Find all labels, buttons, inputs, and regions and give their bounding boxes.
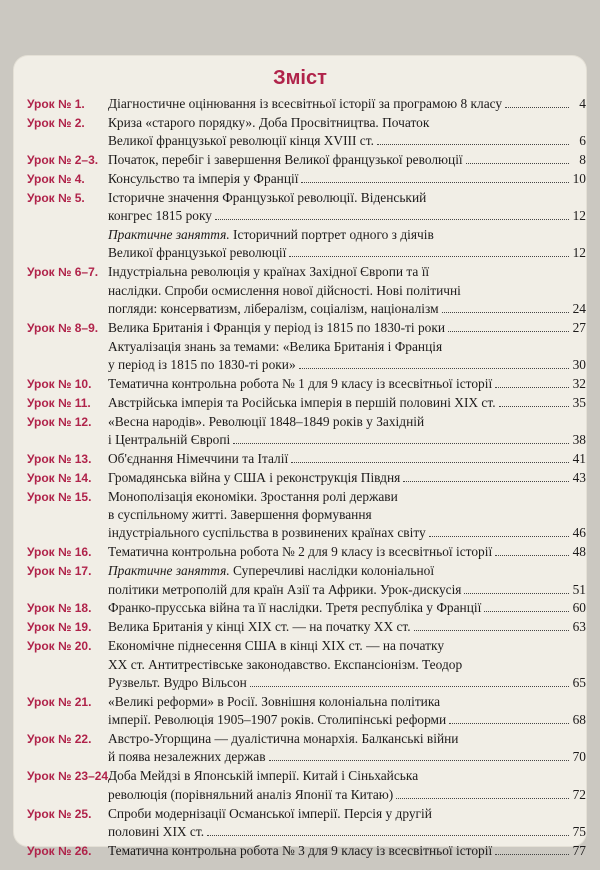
- page-number: 60: [572, 600, 586, 616]
- leader-dots: [429, 524, 569, 537]
- entry-text-line: «Весна народів». Революції 1848–1849 років у Західній: [108, 413, 425, 429]
- entry-text-line: Практичне заняття. Суперечливі наслідки колоніальної: [108, 563, 435, 579]
- entry-text-line: Велика Британія у кінці XIX ст. — на початку XX ст. 63: [108, 619, 586, 635]
- toc-entry[interactable]: [0, 263, 600, 318]
- entry-text-line: Початок, перебіг і завершення Великої французької революції 8: [108, 152, 586, 168]
- leader-dots: [449, 711, 569, 724]
- lesson-label: Урок № 20.: [27, 639, 92, 654]
- lesson-label: Урок № 22.: [27, 732, 92, 747]
- page-number: 75: [572, 823, 586, 839]
- toc-entry[interactable]: [0, 767, 600, 804]
- toc-entry[interactable]: [0, 618, 600, 636]
- entry-text-line: у період із 1815 по 1830-ті роки» 30: [108, 357, 586, 373]
- entry-text-line: Великої французької революції кінця XVIII ст. 6: [108, 133, 586, 149]
- entry-text-line: Громадянська війна у США і реконструкція Півдня 43: [108, 469, 586, 485]
- entry-text-line: політики метрополій для країн Азії та Африки. Урок-дискусія 51: [108, 581, 586, 597]
- lesson-label: Урок № 6–7.: [27, 265, 99, 280]
- toc-entry[interactable]: [0, 95, 600, 113]
- leader-dots: [215, 207, 569, 220]
- leader-dots: [464, 581, 569, 594]
- leader-dots: [495, 375, 569, 388]
- entry-text-line: Економічне піднесення США в кінці XIX ст. — на початку: [108, 638, 445, 654]
- page-number: 8: [579, 152, 586, 168]
- toc-entry[interactable]: [0, 338, 600, 375]
- lesson-label: Урок № 2.: [27, 115, 85, 130]
- leader-dots: [250, 674, 569, 687]
- page-number: 10: [572, 170, 586, 186]
- entry-text-line: Тематична контрольна робота № 3 для 9 класу із всесвітньої історії 77: [108, 842, 586, 858]
- entry-text-line: Практичне заняття. Історичний портрет одного з діячів: [108, 227, 434, 243]
- toc-entry[interactable]: [0, 319, 600, 337]
- entry-text-line: конгрес 1815 року 12: [108, 208, 586, 224]
- toc-entry[interactable]: [0, 730, 600, 767]
- leader-dots: [377, 132, 569, 145]
- page-number: 65: [572, 674, 586, 690]
- entry-text-line: Рузвельт. Вудро Вільсон 65: [108, 674, 586, 690]
- leader-dots: [301, 170, 569, 183]
- page-title: Зміст: [273, 67, 327, 89]
- lesson-label: Урок № 19.: [27, 620, 92, 635]
- page-number: 41: [572, 451, 586, 466]
- toc-entry[interactable]: [0, 189, 600, 226]
- entry-text-line: Криза «старого порядку». Доба Просвітництва. Початок: [108, 114, 430, 130]
- italic-prefix: Практичне заняття.: [108, 227, 230, 243]
- lesson-label: Урок № 26.: [27, 843, 92, 858]
- page-number: 68: [572, 712, 586, 728]
- leader-dots: [289, 244, 569, 257]
- page-number: 24: [572, 301, 586, 317]
- page-number: 32: [572, 376, 586, 392]
- page-number: 30: [572, 357, 586, 373]
- page-number: 63: [572, 619, 586, 635]
- entry-text-line: Тематична контрольна робота № 2 для 9 класу із всесвітньої історії 48: [108, 544, 586, 560]
- leader-dots: [233, 431, 569, 444]
- lesson-label: Урок № 21.: [27, 694, 92, 709]
- page-number: 4: [579, 96, 586, 111]
- leader-dots: [403, 469, 569, 482]
- entry-text-line: Історичне значення Французької революції. Віденський: [108, 189, 427, 205]
- lesson-label: Урок № 16.: [27, 545, 92, 560]
- leader-dots: [207, 823, 569, 836]
- entry-text-line: Спроби модернізації Османської імперії. Персія у другій: [108, 805, 432, 821]
- toc-entry[interactable]: [0, 562, 600, 599]
- lesson-label: Урок № 15.: [27, 489, 92, 504]
- page-number: 43: [572, 469, 586, 485]
- leader-dots: [442, 300, 569, 313]
- entry-text-line: Індустріальна революція у країнах Західної Європи та її: [108, 264, 430, 280]
- entry-text-line: Монополізація економіки. Зростання ролі держави: [108, 488, 398, 504]
- leader-dots: [499, 394, 569, 407]
- page-number: 6: [579, 133, 586, 149]
- entry-text-line: революція (порівняльний аналіз Японії та Китаю) 72: [108, 786, 586, 802]
- entry-text-line: погляди: консерватизм, лібералізм, соціалізм, націоналізм 24: [108, 301, 586, 317]
- leader-dots: [484, 599, 569, 612]
- leader-dots: [414, 618, 569, 631]
- leader-dots: [291, 450, 569, 463]
- leader-dots: [269, 748, 569, 761]
- entry-text-line: Австрійська імперія та Російська імперія в першій половині XIX ст. 35: [108, 394, 586, 410]
- leader-dots: [505, 95, 569, 108]
- toc-entry[interactable]: [0, 151, 600, 169]
- lesson-label: Урок № 10.: [27, 377, 92, 392]
- entry-text-line: й поява незалежних держав 70: [108, 749, 586, 765]
- leader-dots: [466, 151, 569, 164]
- toc-entry[interactable]: [0, 488, 600, 543]
- entry-text-line: і Центральній Європі 38: [108, 432, 586, 448]
- entry-text-line: Великої французької революції 12: [108, 245, 586, 261]
- entry-text-line: Австро-Угорщина — дуалістична монархія. Балканські війни: [108, 731, 459, 747]
- entry-text-line: наслідки. Спроби осмислення нової дійсності. Нові політичні: [108, 282, 461, 298]
- page-number: 38: [572, 432, 586, 448]
- leader-dots: [495, 543, 569, 556]
- toc-entry[interactable]: [0, 805, 600, 842]
- entry-text-line: XX ст. Антитрестівське законодавство. Експансіонізм. Теодор: [108, 656, 463, 672]
- toc-entry[interactable]: [0, 637, 600, 692]
- entry-text-line: імперії. Революція 1905–1907 років. Столипінські реформи 68: [108, 712, 586, 728]
- page-number: 72: [572, 786, 586, 802]
- entry-text-line: індустріального суспільства в розвинених країнах світу 46: [108, 525, 586, 541]
- leader-dots: [299, 356, 569, 369]
- toc-entry[interactable]: [0, 226, 600, 263]
- toc-entry[interactable]: [0, 543, 600, 561]
- entry-text-line: Об'єднання Німеччини та Італії 41: [108, 451, 586, 466]
- toc-entry[interactable]: [0, 450, 600, 468]
- toc-entry[interactable]: [0, 375, 600, 393]
- entry-text-line: половині XIX ст. 75: [108, 823, 586, 839]
- lesson-label: Урок № 5.: [27, 190, 85, 205]
- lesson-label: Урок № 11.: [27, 395, 91, 410]
- entry-text-line: Консульство та імперія у Франції 10: [108, 170, 586, 186]
- toc-entry[interactable]: [0, 842, 600, 860]
- entry-text-line: Актуалізація знань за темами: «Велика Британія і Франція: [108, 338, 443, 354]
- lesson-label: Урок № 23–24.: [27, 769, 112, 784]
- lesson-label: Урок № 17.: [27, 564, 92, 579]
- lesson-label: Урок № 1.: [27, 97, 85, 111]
- toc-entry[interactable]: [0, 394, 600, 412]
- toc-entry[interactable]: [0, 693, 600, 730]
- entry-text-line: Доба Мейдзі в Японській імперії. Китай і Сіньхайська: [108, 768, 419, 784]
- page-number: 48: [572, 544, 586, 560]
- lesson-label: Урок № 13.: [27, 452, 92, 466]
- leader-dots: [396, 786, 569, 799]
- toc-entry[interactable]: [0, 469, 600, 487]
- toc-entry[interactable]: [0, 599, 600, 617]
- page-number: 27: [572, 319, 586, 335]
- page-number: 70: [572, 749, 586, 765]
- entry-text-line: Діагностичне оцінювання із всесвітньої історії за програмою 8 класу 4: [108, 96, 586, 111]
- entry-text-line: «Великі реформи» в Росії. Зовнішня колоніальна політика: [108, 693, 441, 709]
- lesson-label: Урок № 18.: [27, 601, 92, 616]
- lesson-label: Урок № 2–3.: [27, 153, 99, 168]
- lesson-label: Урок № 12.: [27, 414, 92, 429]
- italic-prefix: Практичне заняття.: [108, 563, 230, 579]
- toc-entry[interactable]: [0, 170, 600, 188]
- lesson-label: Урок № 25.: [27, 806, 92, 821]
- leader-dots: [448, 319, 569, 332]
- entry-text-line: Велика Британія і Франція у період із 1815 по 1830-ті роки 27: [108, 319, 586, 335]
- entry-text-line: Франко-прусська війна та її наслідки. Третя республіка у Франції 60: [108, 600, 586, 616]
- page-number: 77: [572, 842, 586, 858]
- page-number: 12: [572, 208, 586, 224]
- page-number: 12: [572, 245, 586, 261]
- toc-entry[interactable]: [0, 114, 600, 151]
- entry-text-line: в суспільному житті. Завершення формування: [108, 507, 372, 523]
- toc-entry[interactable]: [0, 413, 600, 450]
- page-number: 51: [572, 581, 586, 597]
- lesson-label: Урок № 4.: [27, 171, 85, 186]
- page-number: 35: [572, 394, 586, 410]
- entry-text-line: Тематична контрольна робота № 1 для 9 класу із всесвітньої історії 32: [108, 376, 586, 392]
- page-number: 46: [572, 525, 586, 541]
- lesson-label: Урок № 8–9.: [27, 320, 99, 335]
- leader-dots: [495, 842, 569, 855]
- lesson-label: Урок № 14.: [27, 470, 92, 485]
